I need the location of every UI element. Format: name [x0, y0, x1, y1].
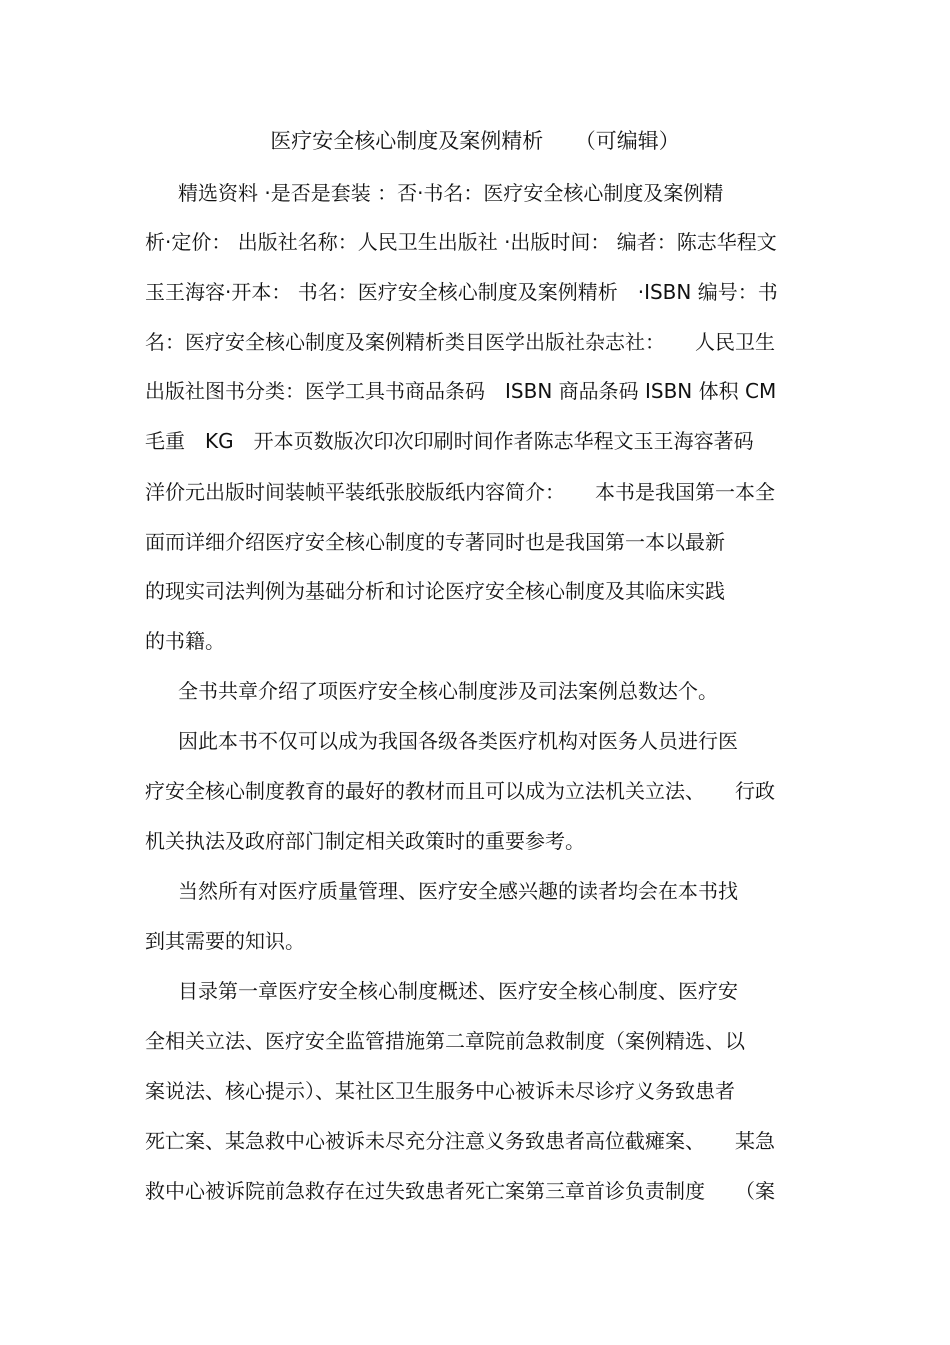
paragraph-line: 出版社图书分类：医学工具书商品条码 ISBN 商品条码 ISBN 体积 CM: [145, 379, 777, 403]
paragraph-line: 死亡案、某急救中心被诉未尽充分注意义务致患者高位截瘫案、 某急: [145, 1129, 775, 1153]
paragraph-line: 名：医疗安全核心制度及案例精析类目医学出版社杂志社： 人民卫生: [145, 330, 775, 354]
paragraph-line: 的现实司法判例为基础分析和讨论医疗安全核心制度及其临床实践: [145, 579, 725, 603]
paragraph-line: 救中心被诉院前急救存在过失致患者死亡案第三章首诊负责制度 （案: [145, 1179, 775, 1203]
paragraph-line: 机关执法及政府部门制定相关政策时的重要参考。: [145, 829, 585, 853]
paragraph-line: 的书籍。: [145, 629, 225, 653]
paragraph-line: 全书共章介绍了项医疗安全核心制度涉及司法案例总数达个。: [178, 679, 718, 703]
paragraph-line: 疗安全核心制度教育的最好的教材而且可以成为立法机关立法、 行政: [145, 779, 775, 803]
paragraph-line: 析·定价： 出版社名称：人民卫生出版社 ·出版时间： 编者：陈志华程文: [145, 230, 777, 254]
paragraph-line: 精选资料 ·是否是套装 ：否·书名：医疗安全核心制度及案例精: [178, 181, 724, 205]
paragraph-line: 面而详细介绍医疗安全核心制度的专著同时也是我国第一本以最新: [145, 530, 725, 554]
paragraph-line: 玉王海容·开本： 书名：医疗安全核心制度及案例精析 ·ISBN 编号：书: [145, 280, 778, 304]
paragraph-line: 洋价元出版时间装帧平装纸张胶版纸内容简介： 本书是我国第一本全: [145, 480, 775, 504]
paragraph-line: 当然所有对医疗质量管理、医疗安全感兴趣的读者均会在本书找: [178, 879, 738, 903]
paragraph-line: 案说法、核心提示）、某社区卫生服务中心被诉未尽诊疗义务致患者: [145, 1079, 735, 1103]
document-title: 医疗安全核心制度及案例精析 （可编辑）: [270, 129, 680, 153]
paragraph-line: 毛重 KG 开本页数版次印次印刷时间作者陈志华程文玉王海容著码: [145, 429, 754, 453]
paragraph-line: 全相关立法、医疗安全监管措施第二章院前急救制度（案例精选、以: [145, 1029, 745, 1053]
paragraph-line: 因此本书不仅可以成为我国各级各类医疗机构对医务人员进行医: [178, 729, 738, 753]
paragraph-line: 目录第一章医疗安全核心制度概述、医疗安全核心制度、医疗安: [178, 979, 738, 1003]
paragraph-line: 到其需要的知识。: [145, 929, 305, 953]
